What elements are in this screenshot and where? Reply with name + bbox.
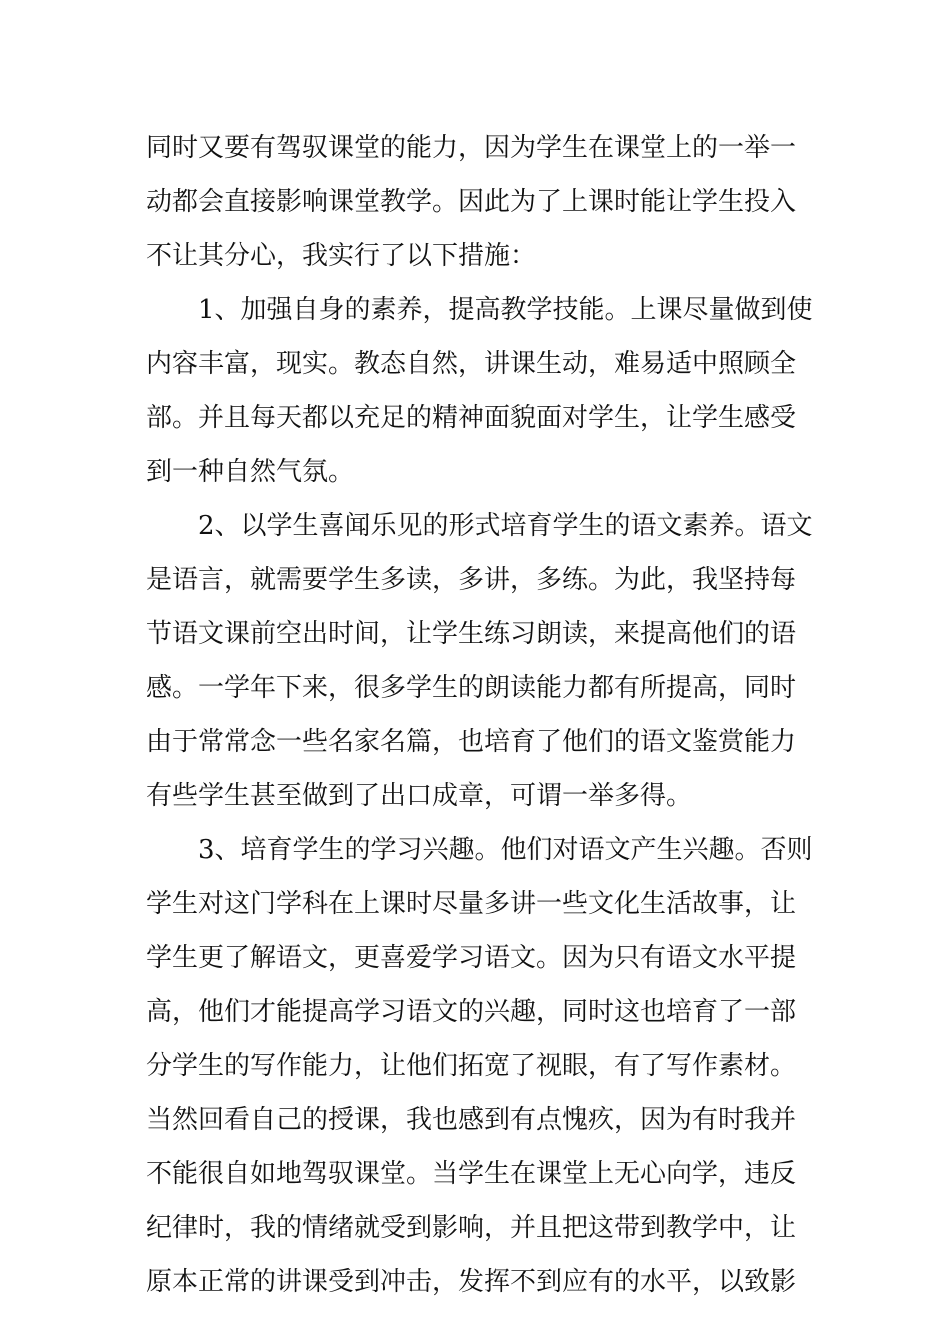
text-line: 同时又要有驾驭课堂的能力，因为学生在课堂上的一举一 [146, 133, 797, 163]
text-line: 部。并且每天都以充足的精神面貌面对学生，让学生感受 [146, 403, 797, 433]
text-line: 学生更了解语文，更喜爱学习语文。因为只有语文水平提 [146, 943, 797, 973]
text-line: 1、加强自身的素养，提高教学技能。上课尽量做到使 [198, 295, 813, 325]
text-line: 纪律时，我的情绪就受到影响，并且把这带到教学中，让 [146, 1213, 797, 1243]
text-line: 学生对这门学科在上课时尽量多讲一些文化生活故事，让 [146, 889, 797, 919]
text-line: 到一种自然气氛。 [146, 457, 355, 487]
text-line: 由于常常念一些名家名篇，也培育了他们的语文鉴赏能力 [146, 727, 797, 757]
text-line: 高，他们才能提高学习语文的兴趣，同时这也培育了一部 [146, 997, 797, 1027]
text-line: 不能很自如地驾驭课堂。当学生在课堂上无心向学，违反 [146, 1159, 797, 1189]
text-line: 3、培育学生的学习兴趣。他们对语文产生兴趣。否则 [198, 835, 813, 865]
text-line: 2、以学生喜闻乐见的形式培育学生的语文素养。语文 [198, 511, 813, 541]
text-line: 节语文课前空出时间，让学生练习朗读，来提高他们的语 [146, 619, 797, 649]
text-line: 内容丰富，现实。教态自然，讲课生动，难易适中照顾全 [146, 349, 797, 379]
text-line: 感。一学年下来，很多学生的朗读能力都有所提高，同时 [146, 673, 797, 703]
text-line: 原本正常的讲课受到冲击，发挥不到应有的水平，以致影 [146, 1267, 797, 1297]
text-line: 是语言，就需要学生多读，多讲，多练。为此，我坚持每 [146, 565, 797, 595]
text-line: 当然回看自己的授课，我也感到有点愧疚，因为有时我并 [146, 1105, 797, 1135]
text-line: 分学生的写作能力，让他们拓宽了视眼，有了写作素材。 [146, 1051, 797, 1081]
text-line: 有些学生甚至做到了出口成章，可谓一举多得。 [146, 781, 693, 811]
document-body [146, 121, 813, 1309]
text-line: 不让其分心，我实行了以下措施： [146, 241, 537, 271]
text-line: 动都会直接影响课堂教学。因此为了上课时能让学生投入 [146, 187, 797, 217]
